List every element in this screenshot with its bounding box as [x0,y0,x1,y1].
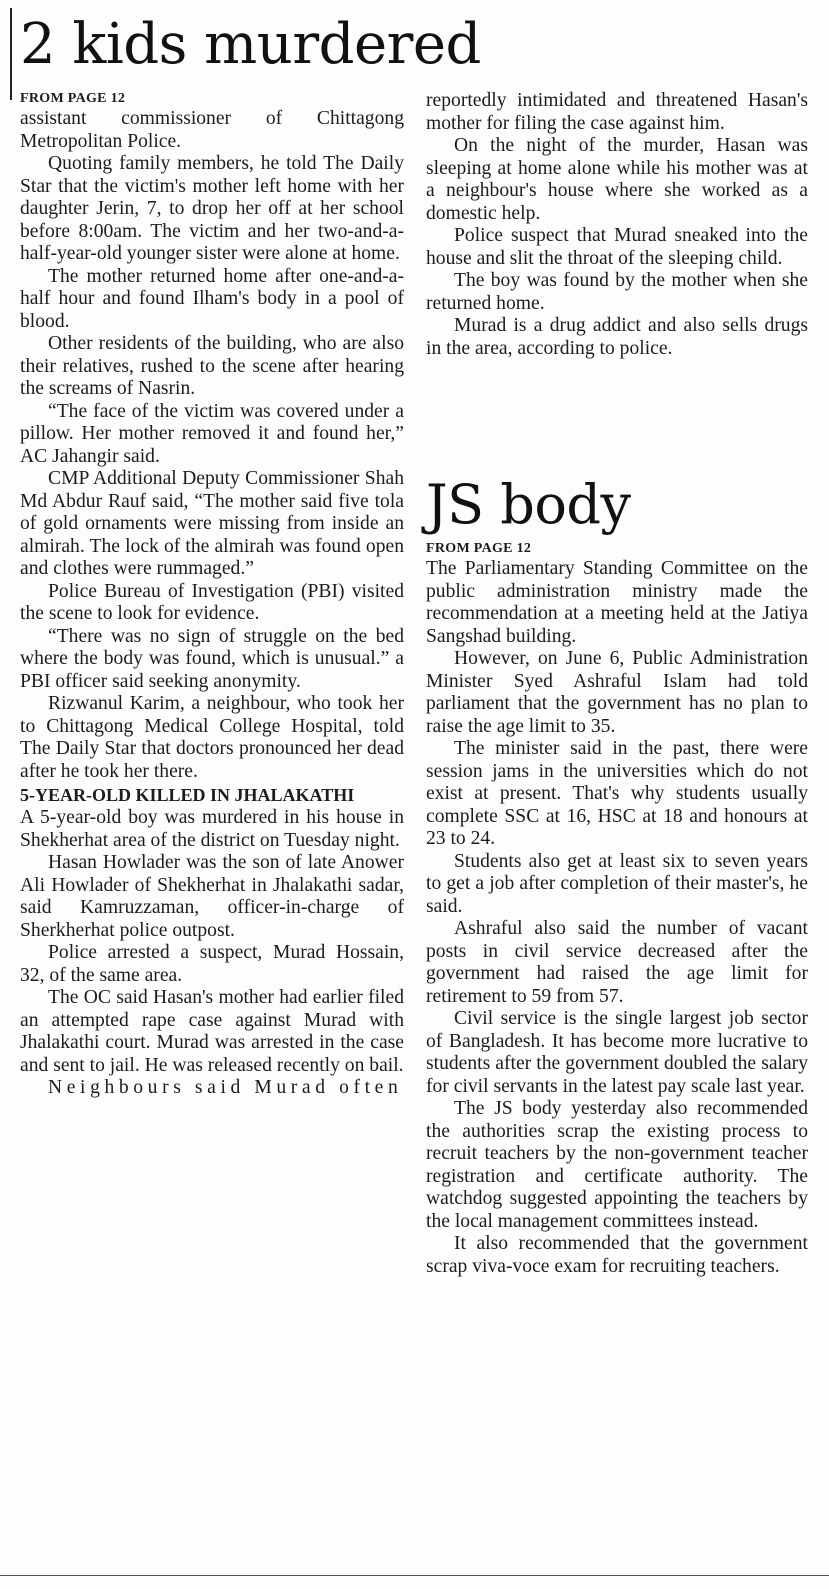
headline-kids-murdered: 2 kids murdered [20,12,481,77]
story1-paragraph: Quoting family members, he told The Daily Star that the victim's mother left home with her daughter Jerin, 7, to drop her off at her school before 8:00am. The victim and her two-and-a-half-year-old younger sister were alone at home. [20,153,404,264]
story1-paragraph: CMP Additional Deputy Commissioner Shah Md Abdur Rauf said, “The mother said five tola of gold ornaments were missing from inside an almirah. The lock of the almirah was found open and clothes were rummaged.” [20,468,404,579]
story2-paragraph: Ashraful also said the number of vacant posts in civil service decreased after the government had raised the age limit for retirement to 59 from 57. [426,918,808,1007]
story1-paragraph: “The face of the victim was covered under a pillow. Her mother removed it and found her,” AC Jahangir said. [20,400,404,467]
story1-paragraph: A 5-year-old boy was murdered in his house in Shekherhat area of the district on Tuesday night. [20,807,404,851]
story1-paragraph: The OC said Hasan's mother had earlier filed an attempted rape case against Murad with Jhalakathi court. Murad was arrested in the case and sent to jail. He was released recently on bail. [20,987,404,1076]
story1-paragraph: The mother returned home after one-and-a-half hour and found Ilham's body in a pool of blood. [20,265,404,332]
story1-subhead: 5-YEAR-OLD KILLED IN JHALAKATHI [20,785,355,805]
story1-paragraph: Hasan Howlader was the son of late Anower Ali Howlader of Shekherhat in Jhalakathi sadar, said Kamruzzaman, officer-in-charge of Sherkherhat police outpost. [20,852,404,941]
story1-right-column [426,90,808,360]
story1-paragraph: Rizwanul Karim, a neighbour, who took her to Chittagong Medical College Hospital, told The Daily Star that doctors pronounced her dead after he took her there. [20,693,404,782]
story1-paragraph: “There was no sign of struggle on the bed where the body was found, which is unusual.” a PBI officer said seeking anonymity. [20,625,404,692]
story1-paragraph: Murad is a drug addict and also sells drugs in the area, according to police. [426,315,808,359]
story2-paragraph: However, on June 6, Public Administration Minister Syed Ashraful Islam had told parliament that the government has no plan to raise the age limit to 35. [426,648,808,737]
story1-paragraph: Police arrested a suspect, Murad Hossain, 32, of the same area. [20,942,404,986]
story2-kicker: FROM PAGE 12 [426,541,532,556]
story1-kicker: FROM PAGE 12 [20,91,126,106]
column-rule [10,8,12,100]
story1-paragraph: Neighbours said Murad often [48,1077,403,1098]
story2-paragraph: The minister said in the past, there were session jams in the universities which do not exist at present. That's why students usually complete SSC at 16, HSC at 18 and honours at 23 to 24. [426,738,808,849]
story2-paragraph: Students also get at least six to seven years to get a job after completion of their master's, he said. [426,850,808,917]
story1-paragraph: assistant commissioner of Chittagong Metropolitan Police. [20,108,404,152]
story2-paragraph: The JS body yesterday also recommended the authorities scrap the existing process to recruit teachers by the non-government teacher registration and certificate authority. The watchdog suggested appointing the teachers by the local management committees instead. [426,1098,808,1232]
story1-left-column [20,90,404,1100]
story1-paragraph: Other residents of the building, who are also their relatives, rushed to the scene after hearing the screams of Nasrin. [20,333,404,399]
story2-paragraph: It also recommended that the government scrap viva-voce exam for recruiting teachers. [426,1233,808,1277]
story1-paragraph: Police suspect that Murad sneaked into the house and slit the throat of the sleeping child. [426,225,808,269]
story2-column [426,540,808,1278]
story1-paragraph: The boy was found by the mother when she returned home. [426,270,808,314]
bottom-rule [0,1575,829,1576]
story1-paragraph: reportedly intimidated and threatened Hasan's mother for filing the case against him. [426,90,808,134]
story1-paragraph: Police Bureau of Investigation (PBI) visited the scene to look for evidence. [20,580,404,624]
story2-paragraph: Civil service is the single largest job sector of Bangladesh. It has become more lucrative to students after the government doubled the salary for civil servants in the latest pay scale last year. [426,1008,808,1097]
headline-js-body: JS body [426,473,631,536]
story2-paragraph: The Parliamentary Standing Committee on the public administration ministry made the recommendation at a meeting held at the Jatiya Sangshad building. [426,558,808,647]
story1-paragraph: On the night of the murder, Hasan was sleeping at home alone while his mother was at a neighbour's house where she worked as a domestic help. [426,135,808,224]
